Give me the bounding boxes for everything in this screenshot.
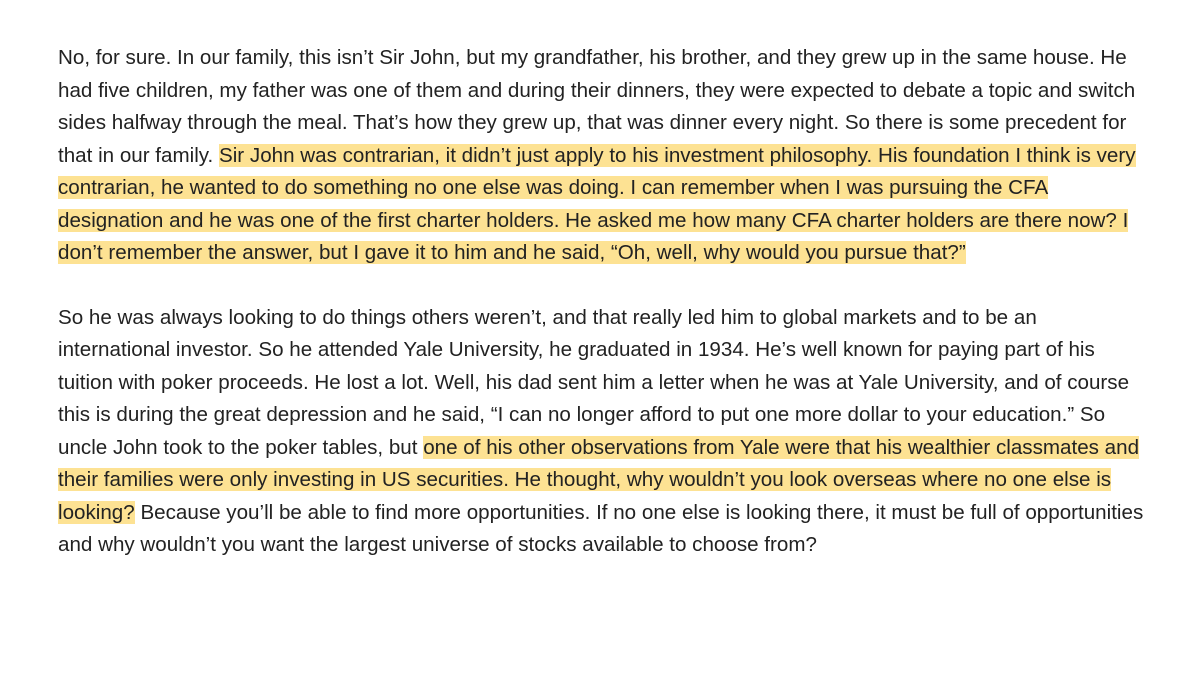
paragraph-1 (58, 42, 1153, 270)
paragraph-1-highlighted-quote: Sir John was contrarian, it didn’t just apply to his investment philosophy. His foundation I think is very contrarian, he wanted to do something no one else was doing. I can remember when I was pursuing the CFA designation and he was one of the first charter holders. He asked me how many CFA charter holders are there now? I don’t remember the answer, but I gave it to him and he said, “Oh, well, why would you pursue that?” (58, 143, 1136, 264)
document-body (58, 42, 1153, 562)
paragraph-1-text: No, for sure. In our family, this isn’t Sir John, but my grandfather, his brother, and they grew up in the same house. He had five children, my father was one of them and during their dinners, they were expected to debate a topic and switch sides halfway through the meal. That’s how they grew up, that was dinner every night. So there is some precedent for that in our family. (58, 46, 1136, 167)
paragraph-2-text-end: Because you’ll be able to find more opportunities. If no one else is looking there, it must be full of opportunities and why wouldn’t you want the largest universe of stocks available to choose from? (58, 500, 1144, 556)
paragraph-2 (58, 302, 1153, 562)
paragraph-2-text-start: So he was always looking to do things others weren’t, and that really led him to global markets and to be an international investor. So he attended Yale University, he graduated in 1934. He’s well known for paying part of his tuition with poker proceeds. He lost a lot. Well, his dad sent him a letter when he was at Yale University, and of course this is during the great depression and he said, “I can no longer afford to put one more dollar to your education.” So uncle John took to the poker tables, but (58, 305, 1130, 459)
paragraph-2-highlighted-quote: one of his other observations from Yale were that his wealthier classmates and their families were only investing in US securities. He thought, why wouldn’t you look overseas where no one else is looking? (58, 435, 1140, 524)
